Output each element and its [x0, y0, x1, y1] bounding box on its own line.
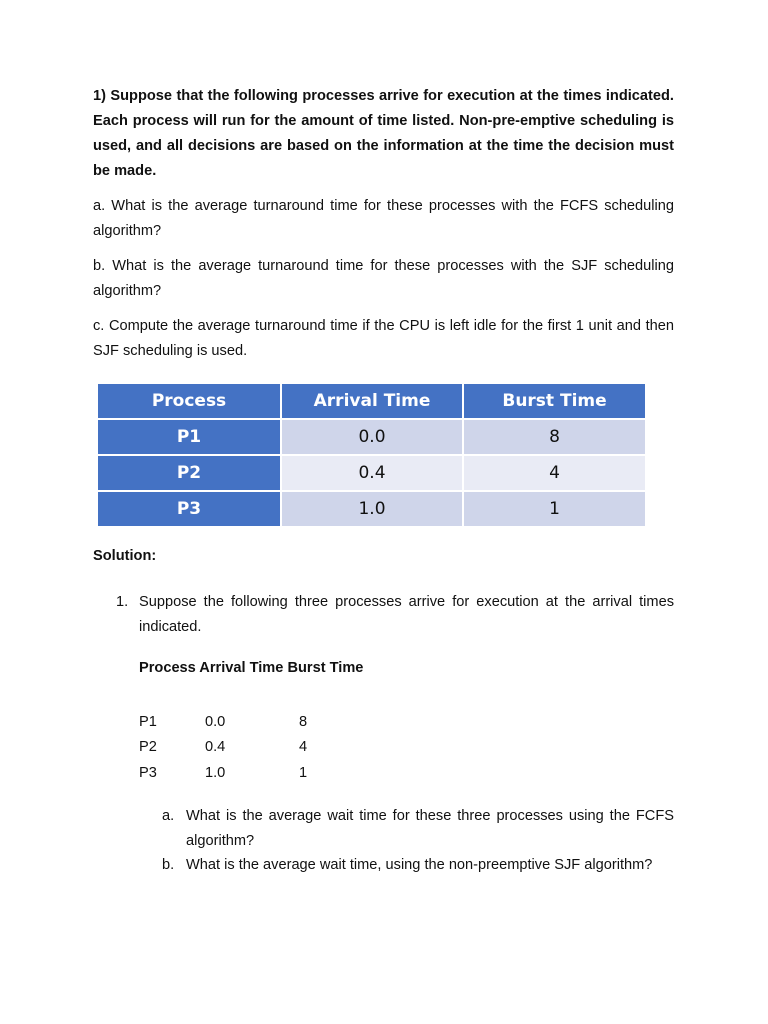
table-row: [97, 491, 646, 527]
table-header-burst: Burst Time: [463, 383, 646, 419]
sub-question-text: What is the average wait time, using the non-preemptive SJF algorithm?: [186, 857, 653, 873]
table-cell-burst: 8: [463, 419, 646, 455]
plain-cell-process: P2: [139, 739, 157, 755]
sub-question-label: b.: [162, 857, 175, 873]
plain-cell-process: P3: [139, 765, 157, 781]
table-header-process: Process: [97, 383, 281, 419]
question-part-a: a. What is the average turnaround time for these processes with the FCFS scheduling algorithm?: [93, 198, 674, 239]
plain-table-header: Process Arrival Time Burst Time: [139, 660, 364, 676]
list-item-text: Suppose the following three processes arrive for execution at the arrival times indicated.: [139, 594, 674, 635]
question-part-b: b. What is the average turnaround time for these processes with the SJF scheduling algorithm?: [93, 258, 674, 299]
table-cell-arrival: 0.4: [281, 455, 463, 491]
table-cell-process: P2: [97, 455, 281, 491]
table-cell-arrival: 1.0: [281, 491, 463, 527]
table-row: [97, 419, 646, 455]
plain-cell-burst: 8: [299, 714, 308, 730]
plain-cell-burst: 1: [299, 765, 308, 781]
sub-question-text: What is the average wait time for these three processes using the FCFS algorithm?: [186, 808, 674, 849]
table-header-arrival: Arrival Time: [281, 383, 463, 419]
sub-question-label: a.: [162, 808, 175, 824]
table-cell-arrival: 0.0: [281, 419, 463, 455]
plain-cell-arrival: 0.4: [205, 739, 226, 755]
table-cell-process: P1: [97, 419, 281, 455]
question-part-c: c. Compute the average turnaround time if the CPU is left idle for the first 1 unit and then SJF scheduling is used.: [93, 318, 674, 359]
plain-cell-burst: 4: [299, 739, 308, 755]
plain-cell-process: P1: [139, 714, 157, 730]
table-cell-process: P3: [97, 491, 281, 527]
solution-heading: Solution:: [93, 548, 157, 564]
question-intro: 1) Suppose that the following processes arrive for execution at the times indicated. Each process will run for the amount of time listed. Non-pre-emptive scheduling is used, and all decisions are based on the information at the time the decision must be made.: [93, 88, 674, 179]
plain-cell-arrival: 0.0: [205, 714, 226, 730]
plain-cell-arrival: 1.0: [205, 765, 226, 781]
table-cell-burst: 4: [463, 455, 646, 491]
process-table: [96, 382, 647, 528]
table-cell-burst: 1: [463, 491, 646, 527]
list-number: 1.: [116, 594, 129, 610]
table-header-row: [97, 383, 646, 419]
table-row: [97, 455, 646, 491]
